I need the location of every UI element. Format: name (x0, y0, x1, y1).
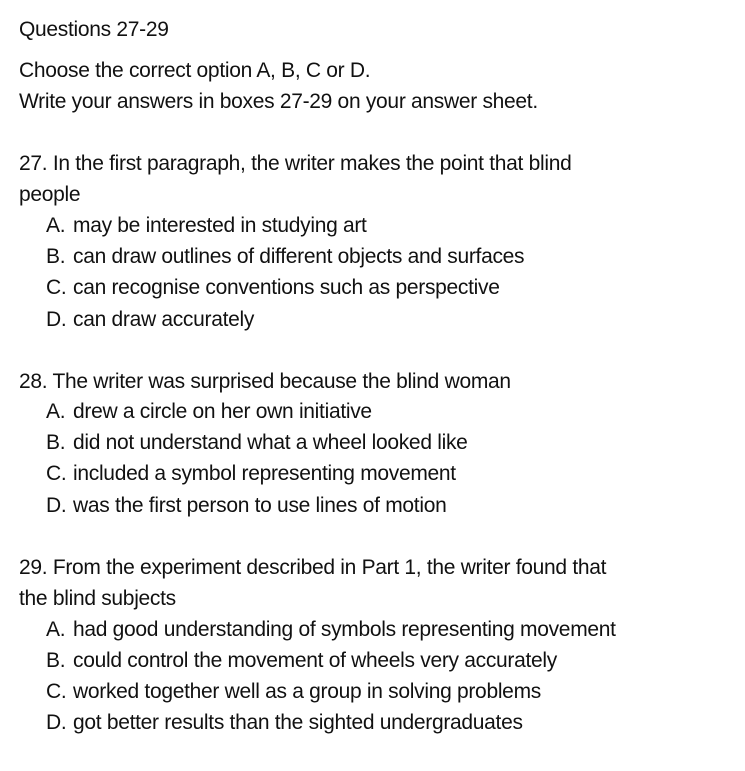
question-29-option-c (46, 680, 541, 704)
option-letter: D. (46, 308, 67, 331)
option-text: can recognise conventions such as perspective (73, 276, 500, 299)
option-text: can draw outlines of different objects and surfaces (73, 245, 525, 268)
question-29-stem-line-2: the blind subjects (19, 587, 176, 610)
question-28-option-d (46, 494, 446, 518)
question-27-option-a (46, 214, 367, 238)
question-28-option-c (46, 462, 456, 486)
question-28-stem-line-1: 28. The writer was surprised because the blind woman (19, 370, 511, 393)
option-text: can draw accurately (73, 308, 255, 331)
option-text: included a symbol representing movement (73, 462, 456, 485)
option-letter: B. (46, 649, 66, 672)
section-title: Questions 27-29 (19, 18, 169, 41)
option-text: had good understanding of symbols representing movement (73, 618, 616, 641)
instruction-write: Write your answers in boxes 27-29 on your answer sheet. (19, 90, 538, 113)
option-text: was the first person to use lines of motion (73, 494, 447, 517)
option-letter: C. (46, 680, 67, 703)
option-letter: D. (46, 494, 67, 517)
option-letter: B. (46, 431, 66, 454)
option-text: drew a circle on her own initiative (73, 400, 372, 423)
option-letter: A. (46, 618, 66, 641)
option-text: did not understand what a wheel looked like (73, 431, 468, 454)
question-28-option-b (46, 431, 468, 455)
option-text: got better results than the sighted undergraduates (73, 711, 523, 734)
question-29-option-b (46, 649, 557, 673)
question-27-option-b (46, 245, 524, 269)
option-letter: B. (46, 245, 66, 268)
question-27-option-c (46, 276, 500, 300)
question-27-option-d (46, 308, 254, 332)
option-letter: C. (46, 462, 67, 485)
question-28-option-a (46, 400, 372, 424)
question-29-option-d (46, 711, 523, 735)
question-29-option-a (46, 618, 616, 642)
question-29-stem-line-1: 29. From the experiment described in Part 1, the writer found that (19, 556, 607, 579)
option-letter: A. (46, 214, 66, 237)
instruction-choose: Choose the correct option A, B, C or D. (19, 59, 371, 82)
option-text: may be interested in studying art (73, 214, 367, 237)
option-letter: D. (46, 711, 67, 734)
question-27-stem-line-2: people (19, 183, 81, 206)
option-letter: A. (46, 400, 66, 423)
option-text: could control the movement of wheels very accurately (73, 649, 557, 672)
option-letter: C. (46, 276, 67, 299)
question-27-stem-line-1: 27. In the first paragraph, the writer makes the point that blind (19, 152, 572, 175)
option-text: worked together well as a group in solving problems (73, 680, 541, 703)
